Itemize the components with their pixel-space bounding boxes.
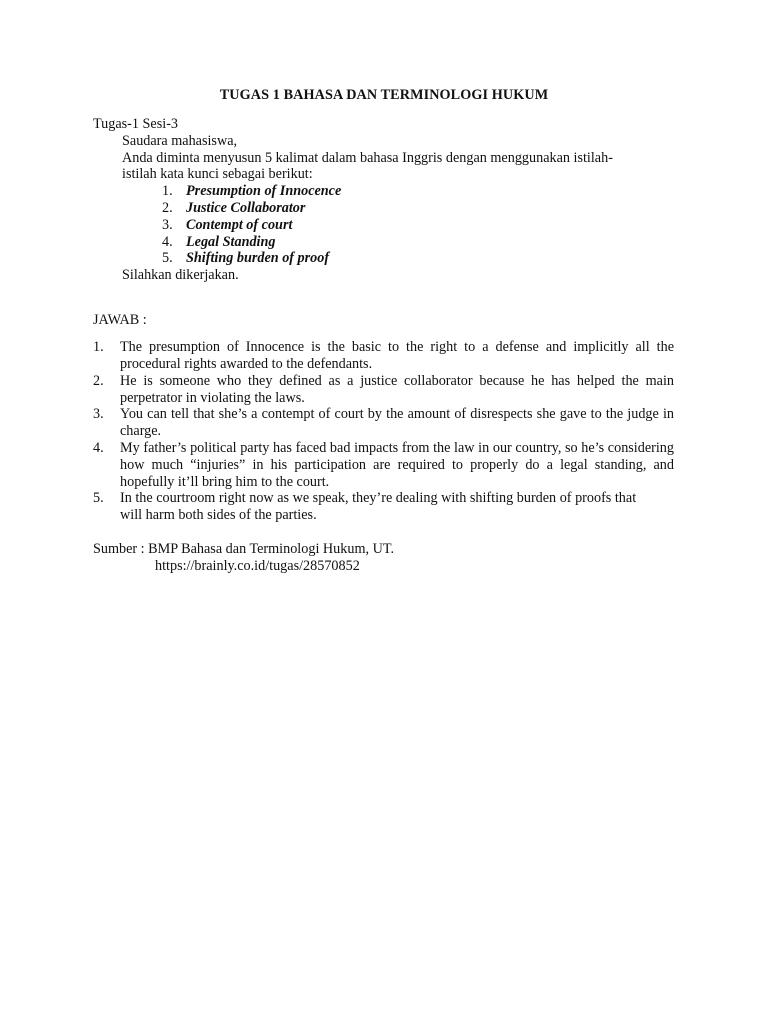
term-text: Legal Standing [186,234,276,250]
answer-text: My father’s political party has faced bad impacts from the law in our country, so he’s considering how much “injuries” in his participation are required to properly do a legal standing, and hopefully it’ll bring him to the court. [120,440,674,490]
answer-item [93,406,674,440]
answer-number: 4. [93,440,104,456]
term-number: 1. [162,183,173,199]
term-number: 5. [162,250,173,266]
term-number: 4. [162,234,173,250]
source-label: Sumber : BMP Bahasa dan Terminologi Hukum, UT. [93,541,394,557]
term-item [162,250,329,267]
instruction-line-2: istilah kata kunci sebagai berikut: [122,166,313,182]
answer-number: 1. [93,339,104,355]
closing-line: Silahkan dikerjakan. [122,267,239,283]
answer-number: 3. [93,406,104,422]
answer-item [93,490,674,524]
document-title: TUGAS 1 BAHASA DAN TERMINOLOGI HUKUM [219,87,549,103]
answer-number: 2. [93,373,104,389]
source-link[interactable]: https://brainly.co.id/tugas/28570852 [155,558,360,574]
instruction-line-1: Anda diminta menyusun 5 kalimat dalam bahasa Inggris dengan menggunakan istilah- [122,150,613,166]
term-number: 3. [162,217,173,233]
answer-text: The presumption of Innocence is the basic to the right to a defense and implicitly all the procedural rights awarded to the defendants. [120,339,674,372]
term-item [162,234,275,251]
term-text: Presumption of Innocence [186,183,342,199]
answer-text: You can tell that she’s a contempt of court by the amount of disrespects she gave to the judge in charge. [120,406,674,439]
term-number: 2. [162,200,173,216]
session-label: Tugas-1 Sesi-3 [93,116,179,132]
term-text: Justice Collaborator [186,200,306,216]
term-item [162,183,341,200]
answer-number: 5. [93,490,104,506]
answer-heading: JAWAB : [93,312,147,328]
term-item [162,217,292,234]
answer-item [93,440,674,490]
answer-item [93,339,674,373]
greeting: Saudara mahasiswa, [122,133,238,149]
term-item [162,200,305,217]
term-text: Contempt of court [186,217,293,233]
answer-text: He is someone who they defined as a justice collaborator because he has helped the main perpetrator in violating the laws. [120,373,674,406]
answer-item [93,373,674,407]
answer-text: In the courtroom right now as we speak, they’re dealing with shifting burden of proofs that will harm both sides of the parties. [120,490,637,523]
term-text: Shifting burden of proof [186,250,330,266]
